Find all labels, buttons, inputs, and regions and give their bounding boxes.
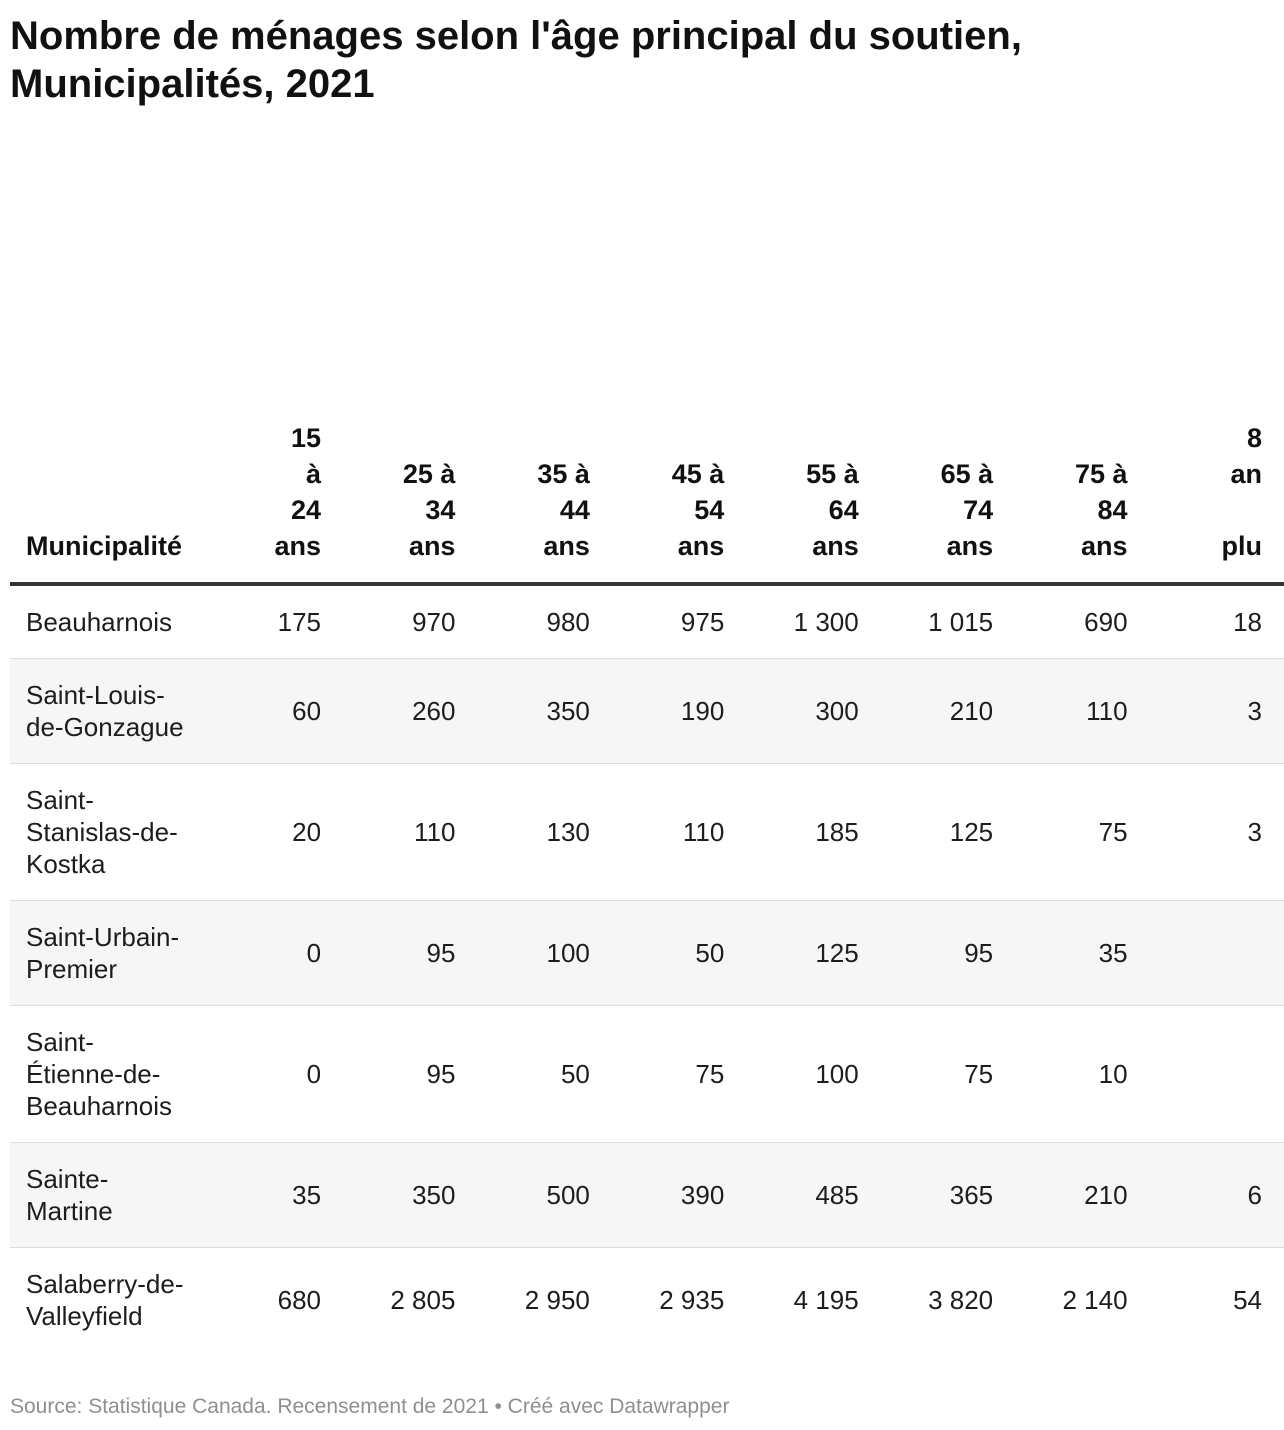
value-cell: 95	[964, 938, 994, 968]
municipality-name-line: Saint-	[26, 1027, 94, 1057]
value-cell: 110	[1086, 696, 1128, 726]
value-cell: 35	[292, 1180, 322, 1210]
data-table-container	[10, 420, 1262, 1352]
municipality-name-cell	[10, 1248, 209, 1353]
table-row	[10, 1248, 1284, 1353]
value-cell: 100	[815, 1059, 859, 1089]
column-header-age-3	[477, 420, 611, 584]
column-header-line: ans	[543, 531, 590, 561]
value-cell: 980	[546, 607, 590, 637]
value-cell: 110	[414, 817, 456, 847]
header-row	[10, 420, 1284, 584]
column-header-age-6	[881, 420, 1015, 584]
column-header-line	[1150, 492, 1262, 528]
column-header-line: 75 à	[1075, 459, 1128, 489]
value-cell: 975	[680, 607, 725, 637]
municipality-name-cell	[10, 1143, 209, 1248]
municipality-name-line: Saint-Urbain-	[26, 922, 180, 952]
value-cell: 110	[682, 817, 725, 847]
value-cell: 3	[1247, 817, 1262, 847]
column-header-line: 65 à	[940, 459, 994, 489]
value-cell: 0	[306, 1059, 322, 1089]
municipality-name-line: Salaberry-de-	[26, 1269, 184, 1299]
value-cell: 2 950	[524, 1285, 590, 1315]
value-cell: 390	[680, 1180, 725, 1210]
municipality-name-cell	[10, 764, 209, 901]
value-cell: 50	[560, 1059, 590, 1089]
column-header-line: an	[1230, 459, 1262, 489]
value-cell: 190	[680, 696, 725, 726]
municipality-name-cell	[10, 659, 209, 764]
value-cell: 210	[1084, 1180, 1128, 1210]
value-cell: 60	[292, 696, 322, 726]
value-cell: 6	[1247, 1180, 1262, 1210]
value-cell: 365	[949, 1180, 994, 1210]
column-header-age-5	[746, 420, 880, 584]
municipality-name-cell	[10, 1006, 209, 1143]
value-cell: 485	[815, 1180, 859, 1210]
value-cell: 20	[292, 817, 322, 847]
column-header-line: 25 à	[402, 459, 456, 489]
municipality-name-line: Beauharnois	[26, 607, 172, 637]
municipality-name-line: Stanislas-de-	[26, 817, 178, 847]
value-cell: 3 820	[928, 1285, 994, 1315]
value-cell: 2 935	[659, 1285, 725, 1315]
value-cell: 50	[695, 938, 725, 968]
column-header-line: 45 à	[671, 459, 725, 489]
column-header-line: 44	[559, 495, 590, 525]
municipality-name-line: Sainte-	[26, 1164, 109, 1194]
column-header-line: plu	[1221, 531, 1262, 561]
value-cell: 130	[546, 817, 590, 847]
municipality-name-line: de-Gonzague	[26, 712, 184, 742]
municipality-name-line: Valleyfield	[26, 1301, 143, 1331]
value-cell: 75	[1098, 817, 1128, 847]
value-cell: 350	[412, 1180, 456, 1210]
source-footer: Source: Statistique Canada. Recensement de 2021 • Créé avec Datawrapper	[10, 1395, 730, 1418]
municipality-name-line: Kostka	[26, 849, 106, 879]
value-cell: 0	[306, 938, 322, 968]
value-cell: 125	[815, 938, 859, 968]
value-cell: 35	[1098, 938, 1128, 968]
value-cell: 970	[412, 607, 456, 637]
value-cell: 95	[426, 938, 456, 968]
value-cell: 125	[949, 817, 994, 847]
column-header-age-8	[1150, 420, 1284, 584]
value-cell: 1 015	[928, 607, 994, 637]
column-header-line: 55 à	[806, 459, 859, 489]
chart-title-line-1: Nombre de ménages selon l'âge principal du soutien,	[10, 14, 1022, 58]
column-header-age-7	[1015, 420, 1149, 584]
column-header-line: 8	[1246, 423, 1262, 453]
column-header-line: ans	[677, 531, 725, 561]
table-body	[10, 584, 1284, 1352]
column-header-line: 15	[290, 423, 322, 453]
value-cell: 4 195	[793, 1285, 859, 1315]
value-cell	[1150, 1006, 1284, 1143]
column-header-age-1	[209, 420, 343, 584]
chart-title	[10, 12, 1200, 108]
data-table	[10, 420, 1284, 1352]
municipality-name-line: Saint-	[26, 785, 94, 815]
column-header-line: 64	[828, 495, 859, 525]
column-header-line: ans	[812, 531, 859, 561]
value-cell: 500	[546, 1180, 590, 1210]
value-cell: 185	[815, 817, 859, 847]
value-cell: 10	[1098, 1059, 1128, 1089]
table-row	[10, 659, 1284, 764]
column-header-line: ans	[408, 531, 456, 561]
column-header-age-2	[343, 420, 477, 584]
value-cell: 95	[426, 1059, 456, 1089]
table-row	[10, 1143, 1284, 1248]
column-header-line: 24	[290, 495, 322, 525]
table-row	[10, 1006, 1284, 1143]
column-header-line: 74	[963, 495, 994, 525]
column-header-line: 54	[694, 495, 725, 525]
column-header-age-4	[612, 420, 746, 584]
value-cell: 100	[546, 938, 590, 968]
column-header-line: à	[306, 459, 322, 489]
column-header-line: ans	[946, 531, 994, 561]
value-cell: 2 140	[1062, 1285, 1128, 1315]
value-cell: 690	[1084, 607, 1128, 637]
table-row	[10, 584, 1284, 659]
value-cell: 175	[277, 607, 322, 637]
value-cell: 1 300	[793, 607, 859, 637]
column-header-line: ans	[1081, 531, 1128, 561]
table-row	[10, 901, 1284, 1006]
value-cell	[1150, 901, 1284, 1006]
column-header-line: Municipalité	[26, 531, 183, 561]
column-header-line: 84	[1097, 495, 1128, 525]
value-cell: 680	[277, 1285, 322, 1315]
column-header-line: 35 à	[537, 459, 590, 489]
municipality-name-line: Saint-Louis-	[26, 680, 165, 710]
value-cell: 300	[815, 696, 859, 726]
column-header-line: 34	[425, 495, 456, 525]
value-cell: 350	[546, 696, 590, 726]
value-cell: 260	[412, 696, 456, 726]
value-cell: 75	[964, 1059, 994, 1089]
municipality-name-line: Premier	[26, 954, 118, 984]
value-cell: 210	[949, 696, 994, 726]
municipality-name-cell	[10, 584, 209, 659]
column-header-municipalite	[10, 420, 209, 584]
municipality-name-cell	[10, 901, 209, 1006]
column-header-line: ans	[274, 531, 322, 561]
value-cell: 75	[695, 1059, 725, 1089]
value-cell: 2 805	[390, 1285, 456, 1315]
municipality-name-line: Martine	[26, 1196, 113, 1226]
table-header	[10, 420, 1284, 584]
table-row	[10, 764, 1284, 901]
municipality-name-line: Beauharnois	[26, 1091, 172, 1121]
value-cell: 18	[1233, 607, 1262, 637]
municipality-name-line: Étienne-de-	[26, 1059, 161, 1089]
value-cell: 3	[1247, 696, 1262, 726]
value-cell: 54	[1233, 1285, 1262, 1315]
chart-title-line-2: Municipalités, 2021	[10, 62, 375, 106]
